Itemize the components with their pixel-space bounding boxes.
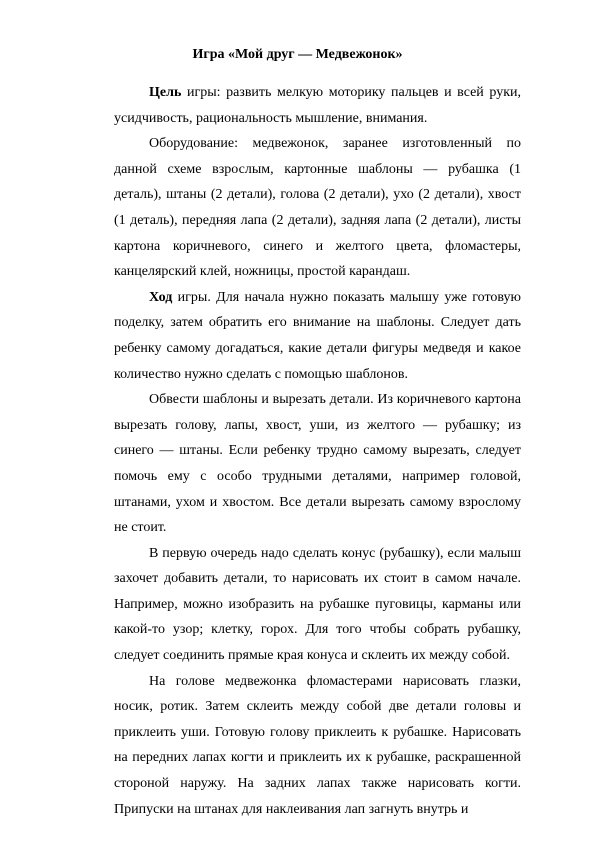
paragraph-cutting [114, 387, 521, 541]
paragraph-lead: Цель [149, 85, 182, 100]
paragraph-text: игры. Для начала нужно показать малышу уже готовую поделку, затем обратить его внимание на шаблоны. Следует дать ребенку самому догадаться, какие детали фигуры медведя и какое количество нужно сделать с помощью шаблонов. [114, 289, 521, 382]
paragraph-text: Обвести шаблоны и вырезать детали. Из коричневого картона вырезать голову, лапы, хвост, уши, из желтого — рубашку; из синего — штаны. Если ребенку трудно самому вырезать, следует помочь ему с особо трудными деталями, например головой, штанами, ухом и хвостом. Все детали вырезать самому взрослому не стоит. [114, 392, 521, 536]
paragraph-text: Оборудование: медвежонок, заранее изготовленный по данной схеме взрослым, картонные шаблоны — рубашка (1 деталь), штаны (2 детали), голова (2 детали), ухо (2 детали), хвост (1 деталь), передняя лапа (2 детали), задняя лапа (2 детали), листы картона коричневого, синего и желтого цвета, фломастеры, канцелярский клей, ножницы, простой карандаш. [114, 136, 521, 280]
paragraph-goal [114, 80, 521, 131]
paragraph-equipment [114, 131, 521, 285]
paragraph-text: В первую очередь надо сделать конус (рубашку), если малыш захочет добавить детали, то нарисовать их стоит в самом начале. Например, можно изобразить на рубашке пуговицы, карманы или какой-то узор; клетку, горох. Для того чтобы собрать рубашку, следует соединить прямые края конуса и склеить их между собой. [114, 545, 521, 664]
document-title: Игра «Мой друг — Медвежонок» [192, 47, 403, 62]
paragraph-text: На голове медвежонка фломастерами нарисовать глазки, носик, ротик. Затем склеить между собой две детали головы и приклеить уши. Готовую голову приклеить к рубашке. Нарисовать на передних лапах когти и приклеить их к рубашке, раскрашенной стороной наружу. На задних лапах также нарисовать когти. Припуски на штанах для наклеивания лап загнуть внутрь и [114, 673, 521, 817]
paragraph-shirt [114, 541, 521, 669]
paragraph-lead: Ход [149, 289, 173, 305]
paragraph-head [114, 669, 521, 823]
paragraph-procedure [114, 285, 521, 387]
paragraph-text: игры: развить мелкую моторику пальцев и всей руки, усидчивость, рациональность мышление, внимания. [114, 85, 521, 126]
document-body [114, 80, 521, 822]
